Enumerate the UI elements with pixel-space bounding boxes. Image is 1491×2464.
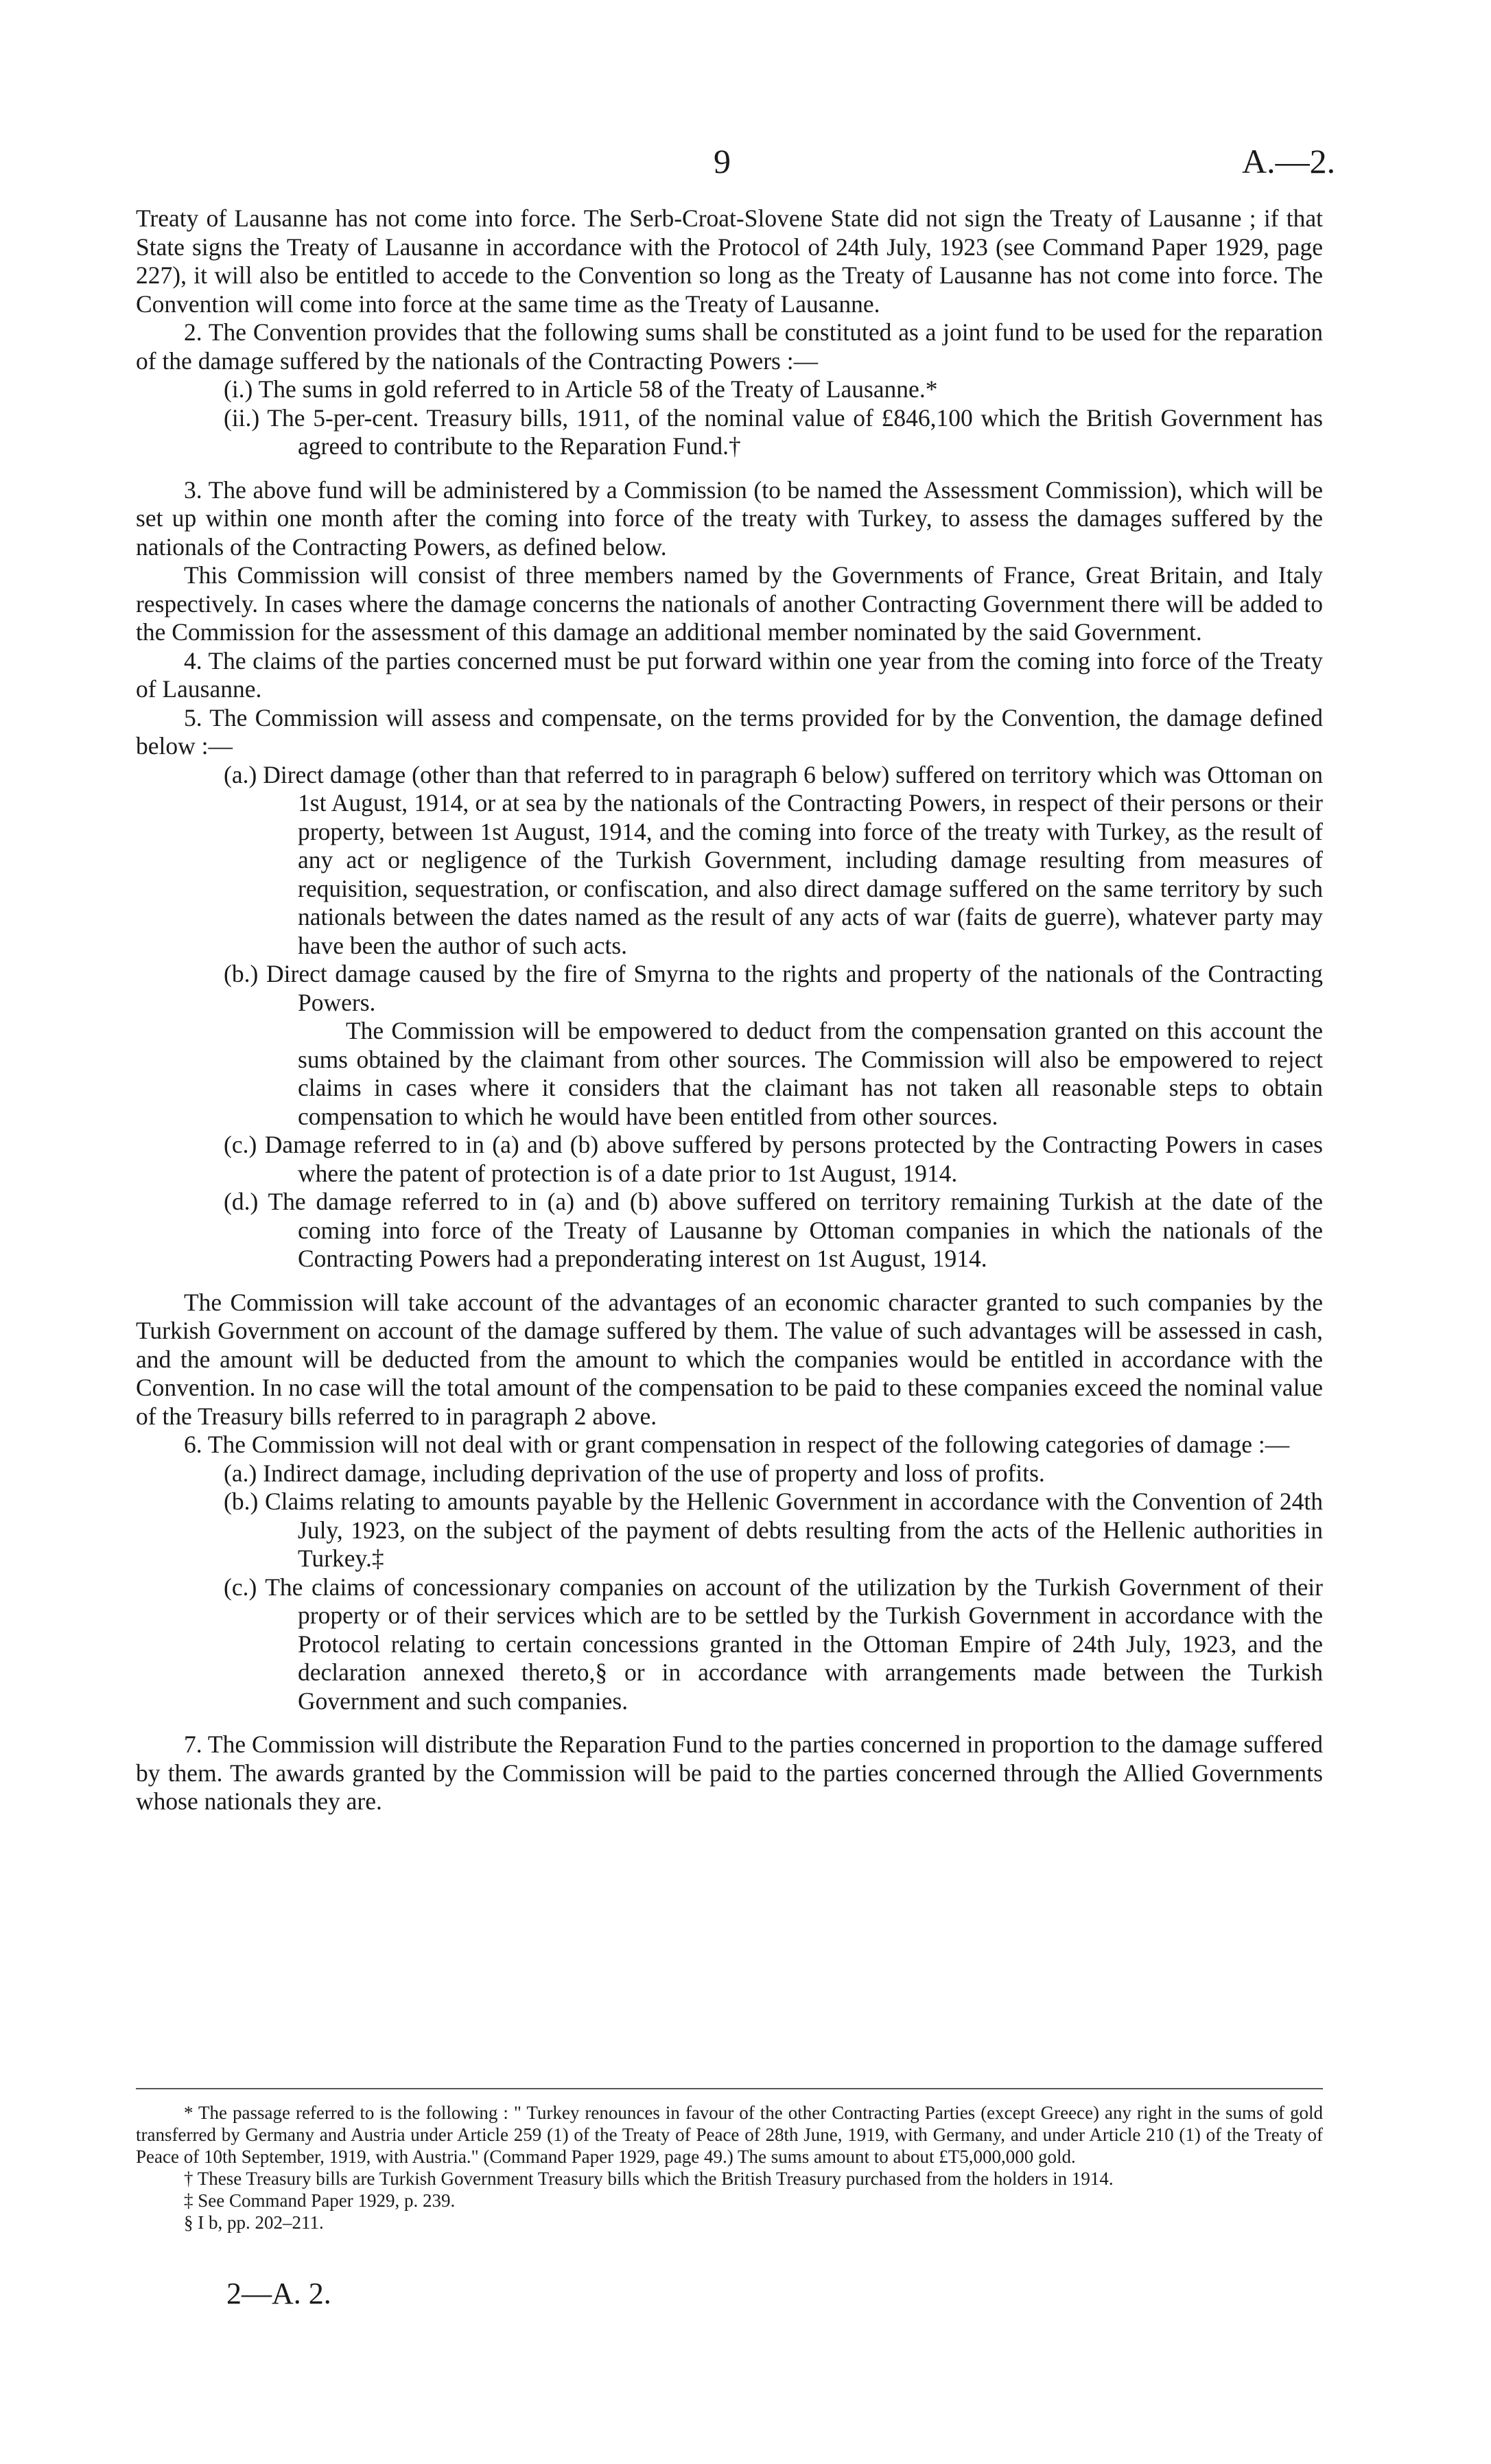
footnote-divider — [136, 2088, 1323, 2089]
list-item: (d.) The damage referred to in (a) and (b) above suffered on territory remaining Turkish at the date of the coming into force of the Treaty of Lausanne by Ottoman companies in which the nationals of the Contracting Powers had a preponderating interest on 1st August, 1914. — [224, 1188, 1323, 1272]
list-item: (c.) Damage referred to in (a) and (b) above suffered by persons protected by the Contracting Powers in cases where the patent of protection is of a date prior to 1st August, 1914. — [224, 1131, 1323, 1187]
list-item: (c.) The claims of concessionary companies on account of the utilization by the Turkish Government of their property or of their services which are to be settled by the Turkish Government in accordance with the Protocol relating to certain concessions granted in the Ottoman Empire of 24th July, 1923, and the declaration annexed thereto,§ or in accordance with arrangements made between the Turkish Government and such companies. — [224, 1573, 1323, 1715]
list-item: (b.) Direct damage caused by the fire of Smyrna to the rights and property of the nationals of the Contracting Powers. — [224, 960, 1323, 1016]
list-item-note: The Commission will be empowered to deduct from the compensation granted on this account the sums obtained by the claimant from other sources. The Commission will also be empowered to reject claims in cases where it considers that the claimant has not taken all reasonable steps to obtain compensation to which he would have been entitled from other sources. — [298, 1017, 1323, 1130]
body-text — [136, 204, 1323, 1816]
footnote: † These Treasury bills are Turkish Government Treasury bills which the British Treasury purchased from the holders in 1914. — [184, 2168, 1114, 2189]
paragraph-7: 7. The Commission will distribute the Reparation Fund to the parties concerned in proportion to the damage suffered by them. The awards granted by the Commission will be paid to the parties concerned through the Allied Governments whose nationals they are. — [136, 1730, 1323, 1815]
page-number: 9 — [714, 142, 731, 180]
list-item: (i.) The sums in gold referred to in Article 58 of the Treaty of Lausanne.* — [224, 375, 938, 403]
paragraph: The Commission will take account of the advantages of an economic character granted to such companies by the Turkish Government on account of the damage suffered by them. The value of such advantages will be assessed in cash, and the amount will be deducted from the amount to which the companies would be entitled in accordance with the Convention. In no case will the total amount of the compensation to be paid to these companies exceed the nominal value of the Treasury bills referred to in paragraph 2 above. — [136, 1288, 1323, 1430]
paragraph-6: 6. The Commission will not deal with or grant compensation in respect of the following categories of damage :— — [184, 1431, 1290, 1458]
printer-signature: 2—A. 2. — [226, 2277, 331, 2310]
document-reference: A.—2. — [1242, 142, 1336, 180]
footnote: * The passage referred to is the following : " Turkey renounces in favour of the other Contracting Parties (except Greece) any right in the sums of gold transferred by Germany and Austria under Article 259 (1) of the Treaty of Peace of 28th June, 1919, with Germany, and under Article 210 (1) of the Treaty of Peace of 10th September, 1919, with Austria." (Command Paper 1929, page 49.) The sums amount to about £T5,000,000 gold. — [136, 2102, 1323, 2167]
paragraph-3: 3. The above fund will be administered by a Commission (to be named the Assessment Commission), which will be set up within one month after the coming into force of the treaty with Turkey, to assess the damages suffered by the nationals of the Contracting Powers, as defined below. — [136, 476, 1323, 561]
paragraph-5: 5. The Commission will assess and compensate, on the terms provided for by the Convention, the damage defined below :— — [136, 703, 1323, 760]
paragraph-4: 4. The claims of the parties concerned must be put forward within one year from the coming into force of the Treaty of Lausanne. — [136, 646, 1323, 703]
paragraph: Treaty of Lausanne has not come into force. The Serb-Croat-Slovene State did not sign the Treaty of Lausanne ; if that State signs the Treaty of Lausanne in accordance with the Protocol of 24th July, 1923 (see Command Paper 1929, page 227), it will also be entitled to accede to the Convention so long as the Treaty of Lausanne has not come into force. The Convention will come into force at the same time as the Treaty of Lausanne. — [136, 204, 1323, 318]
list-item: (a.) Indirect damage, including deprivation of the use of property and loss of profits. — [224, 1459, 1045, 1487]
footnote: § I b, pp. 202–211. — [184, 2212, 324, 2233]
list-item: (b.) Claims relating to amounts payable by the Hellenic Government in accordance with the Convention of 24th July, 1923, on the subject of the payment of debts resulting from the acts of the Hellenic authorities in Turkey.‡ — [224, 1488, 1323, 1572]
paragraph: This Commission will consist of three members named by the Governments of France, Great Britain, and Italy respectively. In cases where the damage concerns the nationals of another Contracting Government there will be added to the Commission for the assessment of this damage an additional member nominated by the said Government. — [136, 561, 1323, 646]
paragraph-2: 2. The Convention provides that the following sums shall be constituted as a joint fund to be used for the reparation of the damage suffered by the nationals of the Contracting Powers :— — [136, 318, 1323, 375]
list-item: (a.) Direct damage (other than that referred to in paragraph 6 below) suffered on territory which was Ottoman on 1st August, 1914, or at sea by the nationals of the Contracting Powers, in respect of their persons or their property, between 1st August, 1914, and the coming into force of the treaty with Turkey, as the result of any act or negligence of the Turkish Government, including damage resulting from measures of requisition, sequestration, or confiscation, and also direct damage suffered on the same territory by such nationals between the dates named as the result of any acts of war (faits de guerre), whatever party may have been the author of such acts. — [224, 760, 1323, 959]
footnote: ‡ See Command Paper 1929, p. 239. — [184, 2190, 456, 2211]
footnotes — [136, 2102, 1323, 2233]
list-item: (ii.) The 5-per-cent. Treasury bills, 1911, of the nominal value of £846,100 which the British Government has agreed to contribute to the Reparation Fund.† — [224, 403, 1323, 460]
